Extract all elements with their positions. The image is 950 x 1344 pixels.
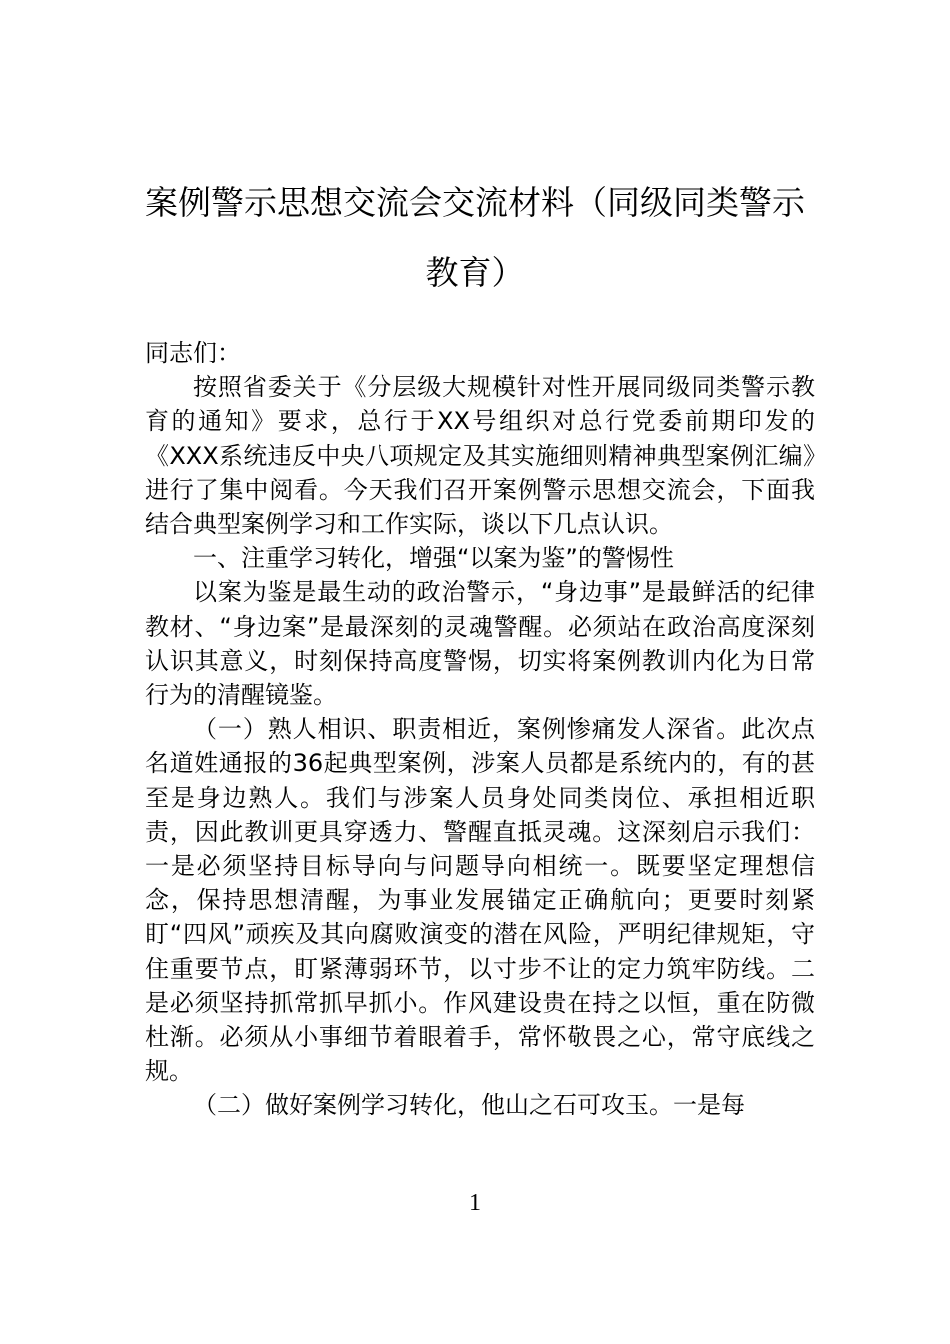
paragraph-subsection-1: （一）熟人相识、职责相近，案例惨痛发人深省。此次点名道姓通报的36起典型案例，涉案人员都是系统内的，有的甚至是身边熟人。我们与涉案人员身处同类岗位、承担相近职责，因此教训更具穿透力、警醒直抵灵魂。这深刻启示我们：一是必须坚持目标导向与问题导向相统一。既要坚定理想信念，保持思想清醒，为事业发展锚定正确航向；更要时刻紧盯“四风”顽疾及其向腐败演变的潜在风险，严明纪律规矩，守住重要节点，盯紧薄弱环节，以寸步不让的定力筑牢防线。二是必须坚持抓常抓早抓小。作风建设贵在持之以恒，重在防微杜渐。必须从小事细节着眼着手，常怀敬畏之心，常守底线之规。 bbox=[145, 715, 815, 1086]
document-title: 案例警示思想交流会交流材料（同级同类警示教育） bbox=[145, 183, 805, 292]
document-body bbox=[145, 336, 815, 1123]
paragraph-intro: 按照省委关于《分层级大规模针对性开展同级同类警示教育的通知》要求，总行于XX号组织对总行党委前期印发的《XXX系统违反中央八项规定及其实施细则精神典型案例汇编》进行了集中阅看。今天我们召开案例警示思想交流会，下面我结合典型案例学习和工作实际，谈以下几点认识。 bbox=[145, 373, 815, 539]
paragraph-section-1: 以案为鉴是最生动的政治警示，“身边事”是最鲜活的纪律教材、“身边案”是最深刻的灵魂警醒。必须站在政治高度深刻认识其意义，时刻保持高度警惕，切实将案例教训内化为日常行为的清醒镜鉴。 bbox=[145, 578, 815, 710]
paragraph-subsection-2: （二）做好案例学习转化，他山之石可攻玉。一是每 bbox=[193, 1091, 745, 1120]
salutation: 同志们： bbox=[145, 339, 241, 367]
page-number: 1 bbox=[469, 1190, 481, 1216]
section-heading-1: 一、注重学习转化，增强“以案为鉴”的警惕性 bbox=[193, 544, 674, 573]
